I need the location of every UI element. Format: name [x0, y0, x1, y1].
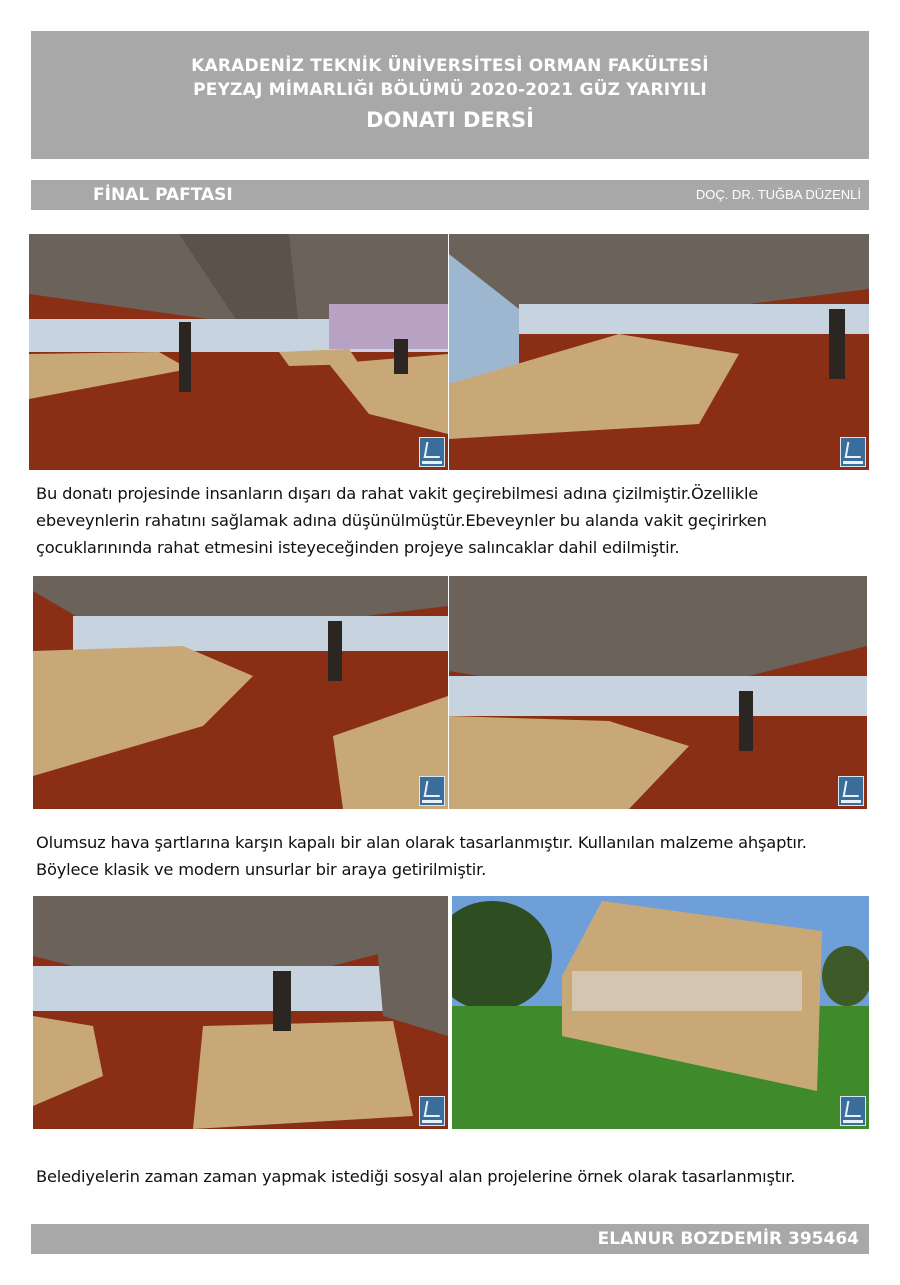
author-footer — [31, 1224, 869, 1254]
description-paragraph-3: Belediyelerin zaman zaman yapmak istediği sosyal alan projelerine örnek olarak tasarlanmıştır. — [36, 1167, 796, 1186]
title-header — [31, 31, 869, 159]
lumion-logo-icon — [840, 437, 866, 467]
department-title: PEYZAJ MİMARLIĞI BÖLÜMÜ 2020-2021 GÜZ YARIYILI — [193, 80, 707, 100]
author-name: ELANUR BOZDEMİR 395464 — [597, 1229, 859, 1249]
render-interior-3 — [33, 576, 448, 809]
description-paragraph-2: Olumsuz hava şartlarına karşın kapalı bir alan olarak tasarlanmıştır. Kullanılan malzeme ahşaptır. Böylece klasik ve modern unsurlar bir araya getirilmiştir. — [36, 833, 807, 879]
render-interior-5 — [33, 896, 448, 1129]
sub-header-bar — [31, 180, 869, 210]
lumion-logo-icon — [419, 1096, 445, 1126]
instructor-name: DOÇ. DR. TUĞBA DÜZENLİ — [695, 187, 861, 202]
lumion-logo-icon — [838, 776, 864, 806]
sheet-title: FİNAL PAFTASI — [93, 185, 233, 205]
lumion-logo-icon — [419, 437, 445, 467]
render-interior-1 — [29, 234, 448, 470]
lumion-logo-icon — [419, 776, 445, 806]
lumion-logo-icon — [840, 1096, 866, 1126]
course-title: DONATI DERSİ — [366, 108, 534, 132]
render-interior-4 — [449, 576, 867, 809]
university-title: KARADENİZ TEKNİK ÜNİVERSİTESİ ORMAN FAKÜLTESİ — [191, 56, 709, 76]
render-interior-2 — [449, 234, 869, 470]
render-exterior — [452, 896, 869, 1129]
description-paragraph-1: Bu donatı projesinde insanların dışarı da rahat vakit geçirebilmesi adına çizilmiştir.Özellikle ebeveynlerin rahatını sağlamak adına düşünülmüştür.Ebeveynler bu alanda vakit geçirirken çocuklarınında rahat etmesini isteyeceğinden projeye salıncaklar dahil edilmiştir. — [36, 484, 767, 557]
